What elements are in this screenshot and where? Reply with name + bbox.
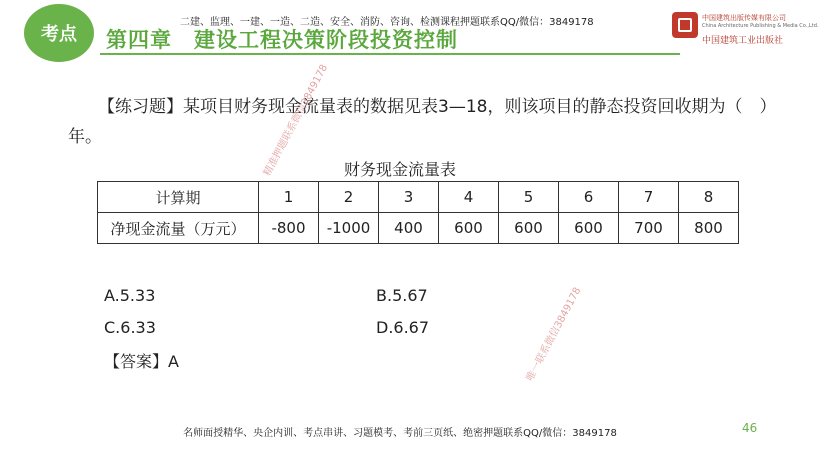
option-d: D.6.67 xyxy=(376,318,430,337)
option-a: A.5.33 xyxy=(104,286,156,305)
table-title: 财务现金流量表 xyxy=(343,160,456,179)
table-cell: 4 xyxy=(439,182,499,213)
cash-flow-table xyxy=(97,181,739,244)
table-cell: -1000 xyxy=(319,213,379,244)
publisher-mark-icon xyxy=(672,12,698,38)
watermark-text: 唯一联系微信3849178 xyxy=(524,285,584,384)
table-cell: 400 xyxy=(379,213,439,244)
topic-badge: 考点 xyxy=(24,4,94,62)
header-divider xyxy=(100,53,680,55)
table-cell: 3 xyxy=(379,182,439,213)
publisher-logo xyxy=(672,12,818,52)
table-header-period: 计算期 xyxy=(98,182,259,213)
table-cell: 1 xyxy=(259,182,319,213)
table-cell: 800 xyxy=(679,213,739,244)
table-cell: 600 xyxy=(439,213,499,244)
table-row-cash-flow xyxy=(98,213,739,244)
option-c: C.6.33 xyxy=(104,318,156,337)
chapter-title: 第四章 建设工程决策阶段投资控制 xyxy=(106,28,458,52)
table-cell: 700 xyxy=(619,213,679,244)
table-cell: 5 xyxy=(499,182,559,213)
table-cell: -800 xyxy=(259,213,319,244)
table-cell: 7 xyxy=(619,182,679,213)
option-b: B.5.67 xyxy=(376,286,428,305)
table-cell: 600 xyxy=(559,213,619,244)
publisher-name: 中国建筑出版传媒有限公司 xyxy=(702,14,786,22)
publisher-press: 中国建筑工业出版社 xyxy=(702,36,784,46)
question-text: 【练习题】某项目财务现金流量表的数据见表3—18，则该项目的静态投资回收期为（ ）年。 xyxy=(68,97,768,147)
table-header-cash-flow: 净现金流量（万元） xyxy=(98,213,259,244)
publisher-name-en: China Architecture Publishing & Media Co.,Ltd. xyxy=(702,23,818,29)
table-cell: 8 xyxy=(679,182,739,213)
answer-text: 【答案】A xyxy=(104,352,179,371)
page-number: 46 xyxy=(742,421,758,435)
table-cell: 600 xyxy=(499,213,559,244)
course-contact-line: 二建、监理、一建、一造、二造、安全、消防、咨询、检测课程押题联系QQ/微信：3849178 xyxy=(180,17,594,28)
footer-contact-line: 名师面授精华、央企内训、考点串讲、习题模考、考前三页纸、绝密押题联系QQ/微信：3849178 xyxy=(183,428,617,439)
table-row-periods xyxy=(98,182,739,213)
table-cell: 2 xyxy=(319,182,379,213)
table-cell: 6 xyxy=(559,182,619,213)
watermark-text: 精准押题联系微信3849178 xyxy=(261,62,331,179)
